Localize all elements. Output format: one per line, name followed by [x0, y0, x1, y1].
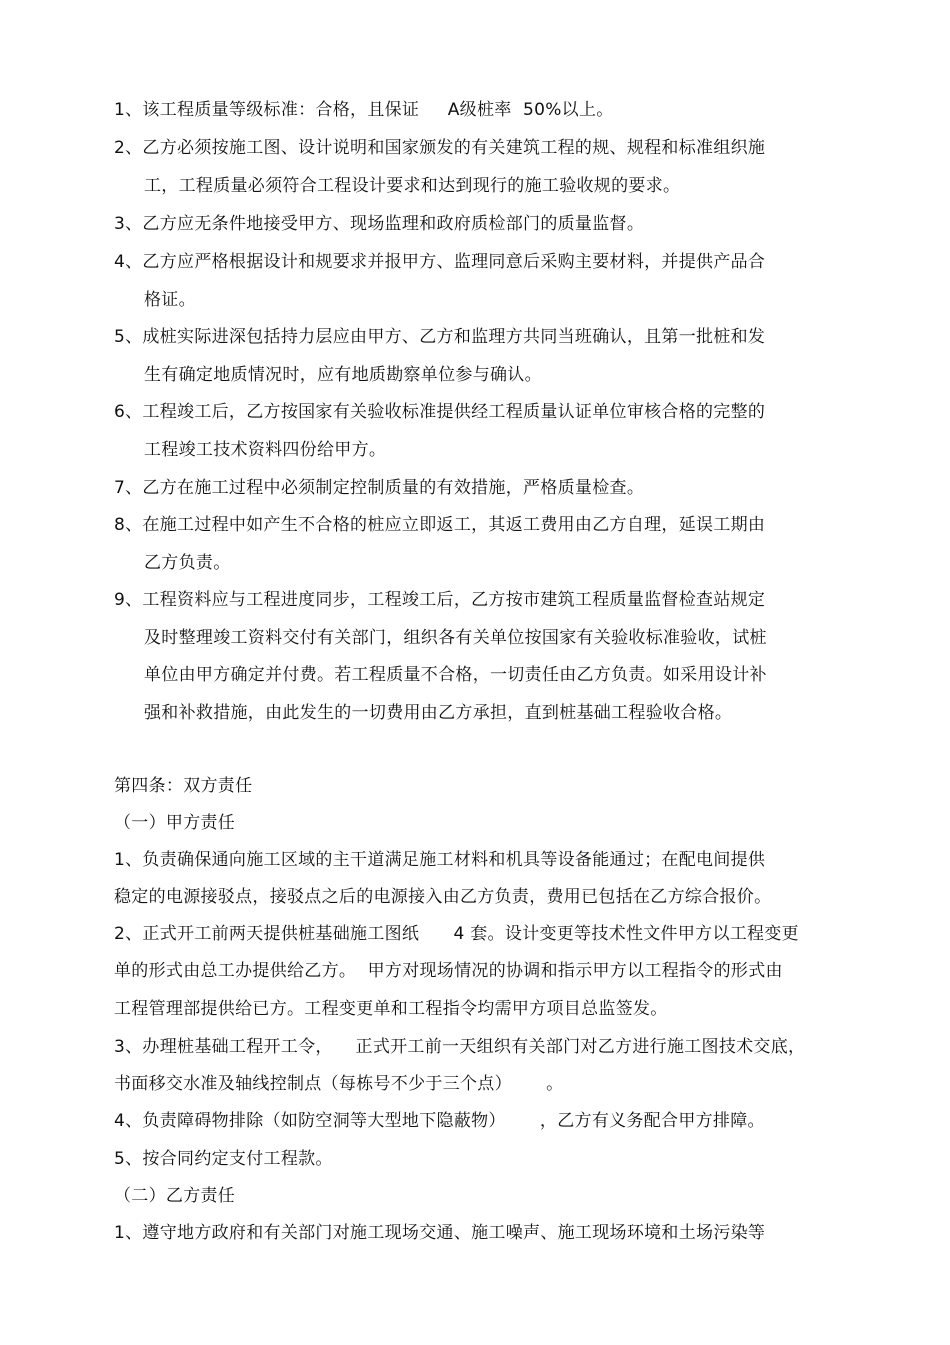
article-4-title: 第四条：双方责任	[114, 776, 253, 796]
quality-item-3-line-1: 3、乙方应无条件地接受甲方、现场监理和政府质检部门的质量监督。	[114, 214, 645, 234]
quality-item-7-line-1: 7、乙方在施工过程中必须制定控制质量的有效措施，严格质量检查。	[114, 478, 645, 498]
party-b-line-1: 1、遵守地方政府和有关部门对施工现场交通、施工噪声、施工现场环境和土场污染等	[114, 1223, 766, 1243]
party-a-heading: （一）甲方责任	[114, 813, 236, 833]
party-a-line-1: 1、负责确保通向施工区域的主干道满足施工材料和机具等设备能通过；在配电间提供	[114, 850, 766, 870]
quality-item-6-line-1: 6、工程竣工后，乙方按国家有关验收标准提供经工程质量认证单位审核合格的完整的	[114, 402, 766, 422]
party-a-line-2: 稳定的电源接驳点，接驳点之后的电源接入由乙方负责，费用已包括在乙方综合报价。	[114, 887, 772, 907]
quality-item-6-line-2: 工程竣工技术资料四份给甲方。	[144, 440, 387, 460]
quality-item-9-line-1: 9、工程资料应与工程进度同步，工程竣工后，乙方按市建筑工程质量监督检查站规定	[114, 590, 766, 610]
party-b-heading: （二）乙方责任	[114, 1186, 236, 1206]
quality-item-5-line-1: 5、成桩实际进深包括持力层应由甲方、乙方和监理方共同当班确认，且第一批桩和发	[114, 327, 766, 347]
quality-item-1-line-1: 1、该工程质量等级标准：合格，且保证 A级桩率 50%以上。	[114, 100, 614, 120]
party-a-line-3: 2、正式开工前两天提供桩基础施工图纸 4 套。设计变更等技术性文件甲方以工程变更	[114, 924, 799, 944]
quality-item-8-line-2: 乙方负责。	[144, 553, 231, 573]
quality-item-4-line-2: 格证。	[144, 290, 196, 310]
quality-item-2-line-2: 工，工程质量必须符合工程设计要求和达到现行的施工验收规的要求。	[144, 176, 681, 196]
quality-item-4-line-1: 4、乙方应严格根据设计和规要求并报甲方、监理同意后采购主要材料，并提供产品合	[114, 252, 766, 272]
party-a-line-9: 5、按合同约定支付工程款。	[114, 1149, 333, 1169]
quality-item-8-line-1: 8、在施工过程中如产生不合格的桩应立即返工，其返工费用由乙方自理，延误工期由	[114, 515, 766, 535]
quality-item-9-line-3: 单位由甲方确定并付费。若工程质量不合格，一切责任由乙方负责。如采用设计补	[144, 665, 767, 685]
quality-item-9-line-4: 强和补救措施，由此发生的一切费用由乙方承担，直到桩基础工程验收合格。	[144, 703, 733, 723]
party-a-line-5: 工程管理部提供给已方。工程变更单和工程指令均需甲方项目总监签发。	[114, 999, 668, 1019]
party-a-line-8: 4、负责障碍物排除（如防空洞等大型地下隐蔽物） ，乙方有义务配合甲方排障。	[114, 1111, 765, 1131]
quality-item-2-line-1: 2、乙方必须按施工图、设计说明和国家颁发的有关建筑工程的规、规程和标准组织施	[114, 138, 766, 158]
party-a-line-7: 书面移交水准及轴线控制点（每栋号不少于三个点） 。	[114, 1074, 564, 1094]
quality-item-9-line-2: 及时整理竣工资料交付有关部门，组织各有关单位按国家有关验收标准验收，试桩	[144, 628, 767, 648]
party-a-line-6: 3、办理桩基础工程开工令， 正式开工前一天组织有关部门对乙方进行施工图技术交底，	[114, 1037, 806, 1057]
party-a-line-4: 单的形式由总工办提供给乙方。 甲方对现场情况的协调和指示甲方以工程指令的形式由	[114, 961, 783, 981]
quality-item-5-line-2: 生有确定地质情况时，应有地质勘察单位参与确认。	[144, 365, 542, 385]
